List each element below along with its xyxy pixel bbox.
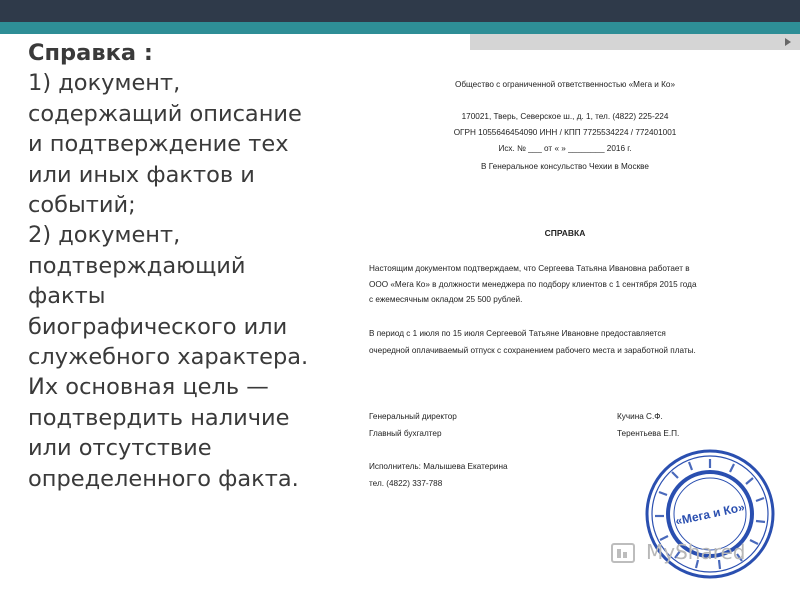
doc-signature-name: Терентьева Е.П. xyxy=(617,429,680,438)
definition-line: биографического или xyxy=(28,313,288,340)
definition-line: служебного характера. xyxy=(28,344,309,371)
doc-recipient: В Генеральное консульство Чехии в Москве xyxy=(481,162,649,171)
doc-heading: СПРАВКА xyxy=(544,228,586,238)
definition-line: определенного факта. xyxy=(28,465,299,492)
slide-arrow-icon xyxy=(785,38,791,46)
top-dark-bar xyxy=(0,0,800,22)
definition-line: содержащий описание xyxy=(28,100,302,127)
doc-phone: тел. (4822) 337-788 xyxy=(369,479,443,488)
doc-signature-name: Кучина С.Ф. xyxy=(617,412,663,421)
definition-line: факты xyxy=(28,283,106,310)
doc-paragraph-line: ООО «Мега Ко» в должности менеджера по подбору клиентов с 1 сентября 2015 года xyxy=(369,280,697,289)
doc-ogrn: ОГРН 1055646454090 ИНН / КПП 7725534224 / 772401001 xyxy=(453,128,677,137)
slide-title: Справка : xyxy=(28,40,153,66)
stamp-center-text: «Мега и Ко» xyxy=(674,499,746,529)
definition-line: или отсутствие xyxy=(28,435,212,462)
definition-line: подтвердить наличие xyxy=(28,404,290,431)
definition-line: и подтверждение тех xyxy=(28,131,289,158)
doc-paragraph-line: очередной оплачиваемый отпуск с сохранением рабочего места и заработной платы. xyxy=(369,346,696,355)
doc-signature-role: Генеральный директор xyxy=(369,412,457,421)
definition-line: 1) документ, xyxy=(28,70,181,97)
doc-org-name: Общество с ограниченной ответственностью «Мега и Ко» xyxy=(454,80,676,89)
doc-signature-role: Главный бухгалтер xyxy=(369,429,442,438)
definition-line: событий; xyxy=(28,192,136,219)
watermark-text: MyShared xyxy=(646,540,746,564)
doc-paragraph-line: В период с 1 июля по 15 июля Сергеевой Татьяне Ивановне предоставляется xyxy=(369,329,666,338)
doc-reference: Исх. № ___ от « » ________ 2016 г. xyxy=(498,144,632,153)
doc-executor: Исполнитель: Малышева Екатерина xyxy=(369,462,508,471)
doc-paragraph-line: с ежемесячным окладом 25 500 рублей. xyxy=(369,295,523,304)
definition-line: подтверждающий xyxy=(28,252,246,279)
top-teal-bar xyxy=(0,22,800,34)
definition-line: 2) документ, xyxy=(28,222,181,249)
doc-paragraph-line: Настоящим документом подтверждаем, что Сергеева Татьяна Ивановна работает в xyxy=(369,264,690,273)
definition-line: или иных фактов и xyxy=(28,161,255,188)
doc-address: 170021, Тверь, Северское ш., д. 1, тел. (4822) 225-224 xyxy=(461,112,669,121)
definition-line: Их основная цель — xyxy=(28,374,269,401)
definition-text-block xyxy=(28,38,373,494)
top-gray-bar xyxy=(470,34,800,50)
